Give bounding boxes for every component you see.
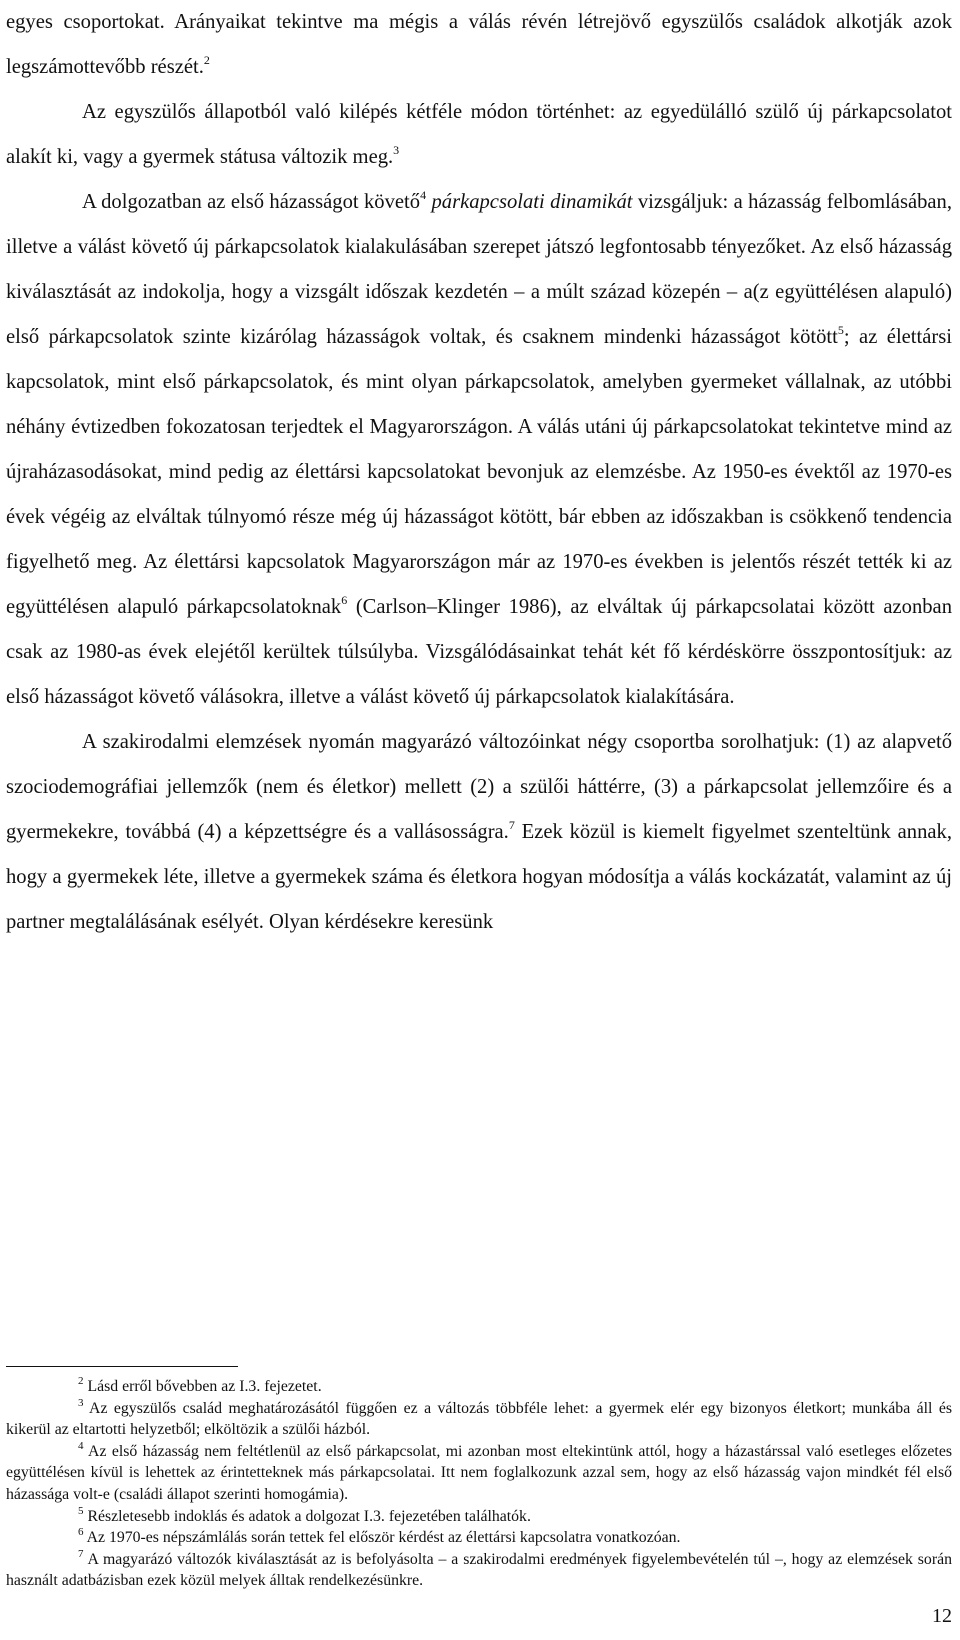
footnote-ref-7[interactable]: 7	[508, 818, 515, 832]
paragraph-3-text-a: A dolgozatban az első házasságot követő	[82, 191, 421, 213]
footnote-text: Részletesebb indoklás és adatok a dolgozat I.3. fejezetében találhatók.	[83, 1507, 531, 1525]
paragraph-3	[6, 180, 952, 720]
footnote-number: 7	[78, 1547, 84, 1560]
paragraph-2	[6, 90, 952, 180]
footnote-ref-6[interactable]: 6	[341, 593, 348, 607]
footnote-number: 3	[78, 1396, 84, 1409]
footnote-separator	[6, 1366, 238, 1367]
paragraph-1-text: egyes csoportokat. Arányaikat tekintve ma mégis a válás révén létrejövő egyszülős családok alkotják azok legszámottevőbb részét.	[6, 11, 952, 78]
footnote-text: Az egyszülős család meghatározásától függően ez a változás többféle lehet: a gyermek elér egy bizonyos életkort; munkába áll és kikerül az eltartotti helyzetből; elköltözik a szülői házból.	[6, 1399, 952, 1439]
footnotes	[6, 1376, 952, 1592]
footnote-ref-2[interactable]: 2	[203, 53, 210, 67]
page-number: 12	[932, 1605, 952, 1627]
footnote-ref-3[interactable]: 3	[393, 143, 400, 157]
paragraph-3-text-b: vizsgáljuk: a házasság felbomlásában, illetve a válást követő új párkapcsolatok kialakulásában szerepet játszó legfontosabb tényezőket. Az első házasság kiválasztását az indokolja, hogy a vizsgált időszak kezdetén – a múlt század közepén – a(z együttélésen alapuló) első párkapcsolatok szinte kizárólag házasságok voltak, és csaknem mindenki házasságot kötött	[6, 191, 952, 348]
paragraph-1	[6, 0, 952, 90]
footnote-text: Az 1970-es népszámlálás során tettek fel először kérdést az élettársi kapcsolatra vonatkozóan.	[83, 1529, 681, 1547]
footnote-5	[6, 1506, 952, 1528]
footnote-ref-4[interactable]: 4	[420, 188, 427, 202]
emphasis-term: párkapcsolati dinamikát	[431, 191, 633, 213]
footnote-7	[6, 1549, 952, 1592]
footnote-number: 6	[78, 1526, 84, 1539]
paragraph-2-text: Az egyszülős állapotból való kilépés kétféle módon történhet: az egyedülálló szülő új párkapcsolatot alakít ki, vagy a gyermek státusa változik meg.	[6, 101, 952, 168]
document-page	[6, 0, 952, 945]
paragraph-4	[6, 720, 952, 945]
paragraph-3-text-c: ; az élettársi kapcsolatok, mint első párkapcsolatok, és mint olyan párkapcsolatok, amelyben gyermeket vállalnak, az utóbbi néhány évtizedben fokozatosan terjedtek el Magyarországon. A válás utáni új párkapcsolatokat tekintetve mind az újraházasodásokat, mind pedig az élettársi kapcsolatokat bevonjuk az elemzésbe. Az 1950-es évektől az 1970-es évek végéig az elváltak túlnyomó része még új házasságot kötött, bár ebben az időszakban is csökkenő tendencia figyelhető meg. Az élettársi kapcsolatok Magyarországon már az 1970-es években is jelentős részét tették ki az együttélésen alapuló párkapcsolatoknak	[6, 326, 952, 618]
paragraph-4-text-b: Ezek közül is kiemelt figyelmet szenteltünk annak, hogy a gyermekek léte, illetve a gyermekek száma és életkora hogyan módosítja a válás kockázatát, valamint az új partner megtalálásának esélyét. Olyan kérdésekre keresünk	[6, 821, 952, 933]
footnote-text: A magyarázó változók kiválasztását az is befolyásolta – a szakirodalmi eredmények figyelembevételén túl –, hogy az elemzések során használt adatbázisban ezek közül melyek álltak rendelkezésünkre.	[6, 1550, 952, 1590]
footnote-3	[6, 1398, 952, 1441]
footnote-6	[6, 1527, 952, 1549]
footnote-text: Lásd erről bővebben az I.3. fejezetet.	[83, 1378, 322, 1395]
footnote-ref-5[interactable]: 5	[837, 323, 844, 337]
footnote-number: 5	[78, 1504, 84, 1517]
paragraph-4-text-a: A szakirodalmi elemzések nyomán magyarázó változóinkat négy csoportba sorolhatjuk: (1) az alapvető szociodemográfiai jellemzők (nem és életkor) mellett (2) a szülői háttérre, (3) a párkapcsolat jellemzőire és a gyermekekre, továbbá (4) a képzettségre és a vallásosságra.	[6, 731, 952, 843]
footnote-number: 4	[78, 1439, 84, 1452]
footnote-text: Az első házasság nem feltétlenül az első párkapcsolat, mi azonban most eltekintünk attól, hogy a házastárssal való esetleges előzetes együttélésen kívül is lehettek az érintetteknek más párkapcsolatai. Itt nem foglalkozunk azzal sem, hogy az első házasság vajon mindkét fél első házassága volt-e (családi állapot szerinti homogámia).	[6, 1442, 952, 1503]
body-text	[6, 0, 952, 945]
footnote-number: 2	[78, 1375, 84, 1387]
footnote-2	[6, 1376, 952, 1398]
paragraph-3-text-d: (Carlson–Klinger 1986), az elváltak új párkapcsolatai között azonban csak az 1980-as évek elejétől kerültek túlsúlyba. Vizsgálódásainkat tehát két fő kérdéskörre összpontosítjuk: az első házasságot követő válásokra, illetve a válást követő új párkapcsolatok kialakítására.	[6, 596, 952, 708]
footnote-4	[6, 1441, 952, 1506]
